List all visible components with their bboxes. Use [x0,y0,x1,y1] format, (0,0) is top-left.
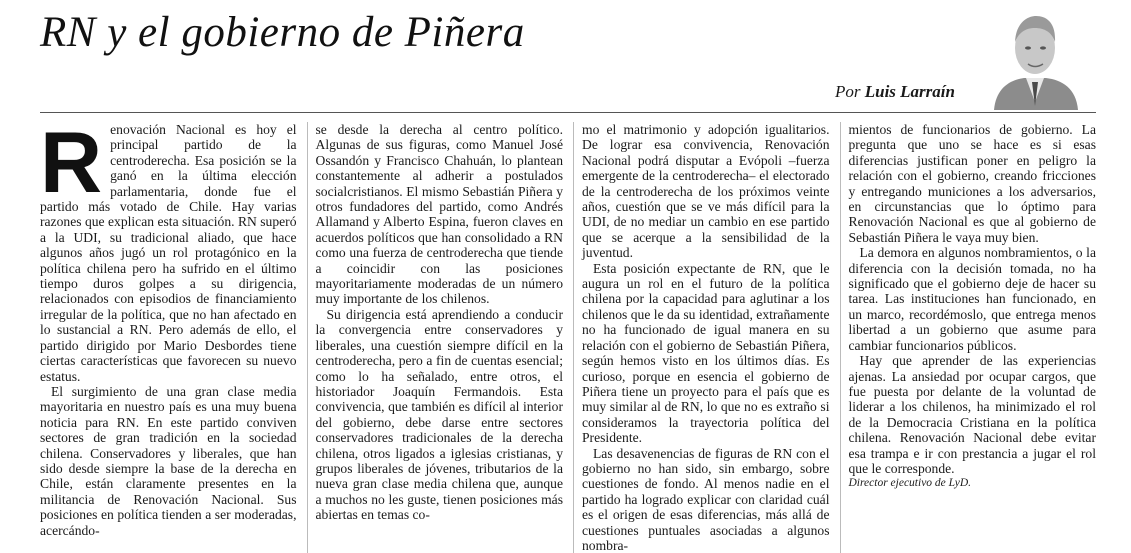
byline-prefix: Por [835,82,861,101]
article-body [40,115,1096,553]
column-2 [307,122,564,553]
paragraph: Hay que aprender de las experiencias ajenas. La ansiedad por ocupar cargos, que fue puesta por delante de la voluntad de liderar a los chilenos, ha minimizado el rol de la Democracia Cristiana en la política chilena. Renovación Nacional debe evitar esa trampa e ir con prestancia a jugar el rol que le corresponde. [848,353,1096,476]
paragraph: mo el matrimonio y adopción igualitarios. De lograr esa convivencia, Renovación Nacional podrá disputar a Evópoli –fuerza emergente de la centroderecha– el electorado de la centroderecha de los próximos veinte años, cuestión que se ve más difícil para la UDI, de no mediar un cambio en ese partido que se acerque a la sensibilidad de la juventud. [582,122,830,261]
paragraph: Renovación Nacional es hoy el principal partido de la centroderecha. Esa posición se la ganó en la última elección parlamentaria, donde fue el partido más votado de Chile. Hay varias razones que explican esta situación. RN superó a la UDI, su tradicional aliado, que hace algunos años jugó un rol protagónico en la política chilena pero ha sufrido en el último tiempo duros golpes a su dirigencia, relacionados con episodios de financiamiento irregular de la política, que no han afectado en lo sustancial a RN. Pero además de ello, el partido dirigido por Mario Desbordes tiene ciertas características que favorecen su nuevo estatus. [40,115,297,384]
column-3 [573,122,830,553]
paragraph: Su dirigencia está aprendiendo a conducir la convergencia entre conservadores y liberales, una cuestión siempre difícil en la centroderecha, pero a fin de cuentas esencial; como lo ha señalado, entre otros, el historiador Joaquín Fermandois. Esta convivencia, que también es difícil al interior del gobierno, debe darse entre sectores conservadores tradicionales de la derecha chilena, otros ligados a iglesias cristianas, y grupos liberales de jóvenes, tributarios de la nueva gran clase media chilena que, aunque a muchos no les guste, tienen posiciones más abiertas en temas co- [315,306,563,523]
paragraph: El surgimiento de una gran clase media mayoritaria en nuestro país es una muy buena noticia para RN. En este partido conviven sectores de gran tradición en la sociedad chilena. Conservadores y liberales, que han sido desde siempre la base de la derecha en Chile, están claramente presentes en la militancia de Renovación Nacional. Sus posiciones en política tienden a ser moderadas, acercándo- [40,383,297,538]
paragraph: Esta posición expectante de RN, que le augura un rol en el futuro de la política chilena por la capacidad para aglutinar a los chilenos que le da su identidad, extrañamente no ha funcionado de igual manera en su relación con el gobierno de Sebastián Piñera, según hemos visto en los últimos días. Es curioso, porque en esencia el gobierno de Piñera tiene un proyecto para el país que es muy similar al de RN, lo que no es extraño si consideramos la trayectoria política del Presidente. [582,260,830,446]
author-portrait [988,2,1083,110]
author-signature: Director ejecutivo de LyD. [848,477,971,490]
paragraph: La demora en algunos nombramientos, o la diferencia con la decisión tomada, no ha significado que el gobierno deje de hacer su tarea. Las instituciones han funcionado, en un marco, recordémoslo, que entrega menos libertad a un gobierno que asume para cambiar funcionarios públicos. [848,245,1096,353]
author-name: Luis Larraín [864,82,955,101]
column-4 [840,122,1097,553]
drop-cap: R [40,115,103,211]
column-1 [40,115,297,553]
paragraph: se desde la derecha al centro político. Algunas de sus figuras, como Manuel José Ossandón y Francisco Chahuán, lo plantean constantemente al adherir a postulados socialcristianos. El mismo Sebastián Piñera y otros fundadores del partido, como Andrés Allamand y Alberto Espina, fueron claves en acuerdos políticos que han consolidado a RN como una fuerza de centroderecha que tiende a coincidir con las posiciones mayoritariamente moderadas de un número muy importante de los chilenos. [315,122,563,307]
paragraph: mientos de funcionarios de gobierno. La pregunta que uno se hace es si esas diferencias justifican poner en peligro la relación con el gobierno, creando fricciones y entregando municiones a los adversarios, en circunstancias que lo óptimo para Renovación Nacional es que al gobierno de Sebastián Piñera le vaya muy bien. [848,122,1096,245]
paragraph: Las desavenencias de figuras de RN con el gobierno no han sido, sin embargo, sobre cuestiones de fondo. Al menos nadie en el partido ha logrado explicar con claridad cuál es el origen de esas diferencias, más allá de cuestiones puntuales asociadas a algunos nombra- [582,445,830,553]
article-title: RN y el gobierno de Piñera [40,9,525,56]
byline [835,82,955,102]
header-rule [40,112,1096,113]
